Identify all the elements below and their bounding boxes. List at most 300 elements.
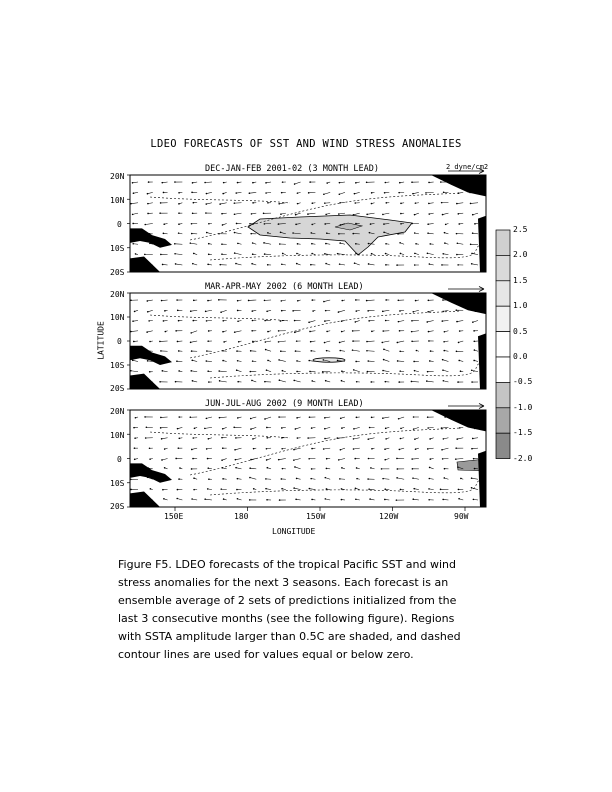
wind-vector-head: [338, 213, 340, 215]
wind-vector-head: [149, 243, 151, 245]
wind-vector-head: [159, 381, 161, 383]
wind-vector-head: [400, 253, 402, 255]
caption-line: stress anomalies for the next 3 seasons. Each forecast is an: [118, 576, 449, 589]
wind-vector-head: [399, 449, 401, 451]
wind-vector-head: [355, 361, 357, 363]
wind-vector-head: [192, 458, 194, 460]
wind-vector-head: [325, 243, 327, 245]
wind-vector-head: [236, 369, 238, 371]
wind-vector-head: [371, 448, 373, 450]
wind-vector-head: [237, 498, 239, 500]
wind-vector-head: [234, 449, 236, 451]
wind-vector-head: [471, 487, 473, 489]
wind-vector-head: [400, 213, 402, 215]
wind-vector-head: [444, 331, 446, 333]
wind-vector-head: [385, 299, 387, 301]
wind-vector-head: [474, 417, 476, 419]
wind-vector-head: [219, 264, 221, 266]
wind-vector-head: [459, 330, 461, 332]
wind-vector-head: [399, 370, 401, 372]
panel-title-1: DEC-JAN-FEB 2001-02 (3 MONTH LEAD): [205, 164, 379, 174]
wind-vector-head: [324, 320, 326, 322]
wind-vector-head: [427, 232, 429, 234]
wind-vector-head: [458, 360, 460, 362]
wind-vector-head: [250, 418, 252, 420]
wind-vector-head: [458, 498, 460, 500]
wind-vector-head: [341, 427, 343, 429]
wind-vector-head: [341, 370, 343, 372]
wind-vector-head: [176, 299, 178, 301]
wind-vector-head: [443, 350, 445, 352]
wind-vector-head: [341, 488, 343, 490]
wind-vector-head: [252, 253, 254, 255]
wind-vector-head: [353, 438, 355, 440]
wind-vector-head: [252, 438, 254, 440]
caption-line: Figure F5. LDEO forecasts of the tropical Pacific SST and wind: [118, 558, 457, 571]
wind-vector-head: [309, 488, 311, 490]
colorbar-level-label: -1.5: [513, 428, 533, 438]
wind-vector-head: [415, 300, 417, 302]
wind-vector-head: [163, 223, 165, 225]
wind-vector-head: [190, 310, 192, 312]
wind-vector-head: [206, 320, 208, 322]
wind-vector-head: [146, 426, 148, 428]
wind-vector-head: [459, 417, 461, 419]
wind-vector-head: [281, 300, 283, 302]
wind-vector-head: [352, 233, 354, 235]
wind-vector-head: [192, 380, 194, 382]
wind-vector-head: [132, 243, 134, 245]
wind-vector-head: [383, 349, 385, 351]
wind-vector-head: [355, 299, 357, 301]
lon-tick: 150W: [306, 512, 326, 521]
wind-vector-head: [339, 263, 341, 265]
wind-vector-head: [146, 331, 148, 333]
wind-vector-head: [218, 370, 220, 372]
wind-vector-head: [396, 264, 398, 266]
wind-vector-head: [337, 437, 339, 439]
wind-vector-head: [322, 371, 324, 373]
wind-vector-head: [192, 437, 194, 439]
wind-vector-head: [281, 427, 283, 429]
wind-vector-head: [397, 233, 399, 235]
wind-vector-head: [130, 331, 132, 333]
wind-vector-head: [208, 330, 210, 332]
wind-vector-head: [252, 320, 254, 322]
wind-vector-head: [296, 360, 298, 362]
wind-vector-head: [190, 342, 192, 344]
wind-vector-head: [160, 242, 162, 244]
wind-vector-head: [460, 478, 462, 480]
x-axis-label: LONGITUDE: [272, 527, 316, 536]
wind-vector-head: [310, 232, 312, 234]
wind-vector-head: [144, 224, 146, 226]
wind-vector-head: [416, 350, 418, 352]
wind-vector-head: [235, 192, 237, 194]
wind-vector-head: [384, 448, 386, 450]
wind-vector-head: [161, 459, 163, 461]
wind-vector-head: [292, 232, 294, 234]
wind-vector-head: [442, 320, 444, 322]
wind-vector-head: [295, 428, 297, 430]
wind-vector-head: [338, 459, 340, 461]
wind-vector-head: [354, 262, 356, 264]
lon-tick: 150E: [164, 512, 184, 521]
wind-vector-head: [234, 213, 236, 215]
wind-vector-head: [312, 299, 314, 301]
wind-vector-head: [234, 232, 236, 234]
wind-vector-head: [132, 320, 134, 322]
wind-vector-head: [250, 233, 252, 235]
wind-vector-head: [233, 426, 235, 428]
lat-tick: 10S: [110, 479, 125, 488]
wind-vector-head: [352, 330, 354, 332]
wind-vector-head: [267, 202, 269, 204]
wind-vector-head: [324, 253, 326, 255]
wind-vector-head: [459, 427, 461, 429]
wind-vector-head: [164, 310, 166, 312]
wind-vector-head: [310, 478, 312, 480]
wind-vector-head: [444, 416, 446, 418]
wind-vector-head: [194, 428, 196, 430]
wind-vector-head: [366, 181, 368, 183]
wind-vector-head: [411, 223, 413, 225]
wind-vector-head: [160, 350, 162, 352]
wind-vector-head: [280, 213, 282, 215]
wind-vector-head: [457, 381, 459, 383]
wind-vector-head: [221, 243, 223, 245]
wind-vector-head: [355, 243, 357, 245]
wind-vector-head: [265, 478, 267, 480]
wind-vector-head: [412, 468, 414, 470]
wind-vector-head: [222, 193, 224, 195]
wind-vector-head: [382, 478, 384, 480]
wind-vector-head: [234, 202, 236, 204]
wind-vector-head: [161, 300, 163, 302]
wind-vector-head: [456, 203, 458, 205]
wind-vector-head: [338, 311, 340, 313]
wind-vector-head: [296, 253, 298, 255]
wind-vector-head: [190, 416, 192, 418]
wind-vector-head: [293, 487, 295, 489]
wind-vector-head: [385, 253, 387, 255]
wind-vector-head: [384, 499, 386, 501]
wind-vector-head: [326, 488, 328, 490]
colorbar-level-label: 0.0: [513, 352, 528, 361]
wind-vector-head: [174, 253, 176, 255]
wind-vector-head: [280, 350, 282, 352]
wind-vector-head: [144, 416, 146, 418]
wind-vector-head: [222, 428, 224, 430]
wind-vector-head: [252, 360, 254, 362]
colorbar-level-label: 1.5: [513, 275, 528, 285]
wind-vector-head: [222, 447, 224, 449]
wind-vector-head: [427, 416, 429, 418]
wind-vector-head: [208, 243, 210, 245]
wind-vector-head: [369, 232, 371, 234]
wind-vector-head: [323, 448, 325, 450]
wind-vector-head: [149, 458, 151, 460]
wind-vector-head: [206, 193, 208, 195]
wind-vector-head: [281, 488, 283, 490]
wind-vector-head: [440, 181, 442, 183]
wind-vector-head: [251, 213, 253, 215]
wind-vector-head: [295, 350, 297, 352]
wind-vector-head: [278, 416, 280, 418]
wind-vector-head: [293, 449, 295, 451]
colorbar-segment: [496, 255, 510, 280]
wind-vector-head: [471, 369, 473, 371]
wind-vector-head: [339, 350, 341, 352]
wind-vector-head: [293, 380, 295, 382]
wind-vector-head: [191, 350, 193, 352]
wind-vector-head: [427, 223, 429, 225]
wind-vector-head: [178, 212, 180, 214]
wind-vector-head: [178, 232, 180, 234]
lat-tick: 20N: [110, 172, 125, 181]
wind-vector-head: [130, 489, 132, 491]
wind-vector-head: [279, 499, 281, 501]
wind-vector-head: [339, 242, 341, 244]
wind-vector-head: [430, 350, 432, 352]
wind-vector-head: [355, 321, 357, 323]
wind-vector-head: [456, 438, 458, 440]
wind-vector-head: [399, 242, 401, 244]
wind-vector-head: [222, 224, 224, 226]
wind-vector-head: [473, 499, 475, 501]
wind-vector-head: [150, 488, 152, 490]
wind-vector-head: [266, 448, 268, 450]
wind-vector-head: [295, 224, 297, 226]
wind-vector-head: [296, 371, 298, 373]
wind-vector-head: [441, 202, 443, 204]
wind-vector-head: [132, 182, 134, 184]
colorbar-level-label: 2.0: [513, 250, 528, 260]
wind-vector-head: [326, 350, 328, 352]
wind-vector-head: [265, 349, 267, 351]
wind-vector-head: [177, 428, 179, 430]
wind-vector-head: [429, 243, 431, 245]
wind-vector-head: [191, 192, 193, 194]
wind-vector-head: [397, 342, 399, 344]
wind-vector-head: [193, 202, 195, 204]
wind-vector-head: [427, 371, 429, 373]
wind-vector-head: [368, 243, 370, 245]
wind-vector-head: [353, 214, 355, 216]
wind-vector-head: [278, 359, 280, 361]
wind-vector-head: [339, 342, 341, 344]
wind-vector-head: [193, 300, 195, 302]
wind-vector-head: [207, 340, 209, 342]
wind-vector-head: [386, 202, 388, 204]
wind-vector-head: [311, 224, 313, 226]
lat-tick: 0: [117, 337, 122, 346]
wind-vector-head: [297, 437, 299, 439]
wind-vector-head: [460, 370, 462, 372]
wind-vector-head: [294, 320, 296, 322]
wind-vector-head: [442, 359, 444, 361]
lat-tick: 10N: [110, 313, 125, 322]
wind-vector-head: [219, 203, 221, 205]
wind-vector-head: [222, 320, 224, 322]
wind-vector-head: [412, 193, 414, 195]
wind-vector-head: [222, 478, 224, 480]
wind-vector-head: [207, 458, 209, 460]
wind-vector-head: [429, 438, 431, 440]
wind-vector-head: [207, 467, 209, 469]
wind-vector-head: [147, 476, 149, 478]
lon-tick: 120W: [379, 512, 399, 521]
wind-vector-head: [265, 182, 267, 184]
wind-vector-head: [135, 417, 137, 419]
wind-vector-head: [385, 381, 387, 383]
wind-vector-head: [339, 193, 341, 195]
wind-vector-head: [145, 437, 147, 439]
wind-vector-head: [237, 417, 239, 419]
wind-vector-head: [352, 349, 354, 351]
wind-vector-head: [148, 181, 150, 183]
wind-vector-head: [178, 437, 180, 439]
wind-vector-head: [441, 264, 443, 266]
wind-vector-head: [371, 253, 373, 255]
wind-vector-head: [252, 202, 254, 204]
wind-vector-head: [323, 359, 325, 361]
wind-vector-head: [311, 380, 313, 382]
wind-vector-head: [134, 447, 136, 449]
wind-vector-head: [191, 233, 193, 235]
wind-vector-head: [341, 499, 343, 501]
wind-vector-head: [354, 193, 356, 195]
wind-vector-head: [164, 467, 166, 469]
wind-vector-head: [296, 263, 298, 265]
wind-vector-head: [190, 332, 192, 334]
wind-vector-head: [412, 311, 414, 313]
wind-vector-head: [311, 253, 313, 255]
lat-tick: 10N: [110, 431, 125, 440]
wind-vector-head: [384, 488, 386, 490]
wind-vector-head: [252, 310, 254, 312]
wind-vector-head: [131, 466, 133, 468]
wind-vector-head: [178, 478, 180, 480]
lat-tick: 0: [117, 220, 122, 229]
wind-vector-head: [309, 331, 311, 333]
wind-vector-head: [441, 427, 443, 429]
wind-vector-head: [292, 310, 294, 312]
wind-vector-head: [474, 223, 476, 225]
wind-vector-head: [206, 418, 208, 420]
wind-vector-head: [176, 360, 178, 362]
wind-vector-head: [205, 203, 207, 205]
figure-caption: [118, 556, 518, 664]
caption-line: ensemble average of 2 sets of predictions initialized from the: [118, 594, 457, 607]
wind-vector-head: [193, 320, 195, 322]
wind-vector-head: [175, 381, 177, 383]
wind-vector-head: [311, 448, 313, 450]
wind-vector-head: [164, 448, 166, 450]
wind-vector-head: [355, 498, 357, 500]
wind-vector-head: [222, 467, 224, 469]
wind-vector-head: [264, 253, 266, 255]
wind-vector-head: [442, 299, 444, 301]
wind-vector-head: [471, 381, 473, 383]
wind-vector-head: [132, 223, 134, 225]
wind-vector-head: [356, 467, 358, 469]
wind-vector-head: [472, 321, 474, 323]
wind-vector-head: [325, 263, 327, 265]
lon-tick: 180: [234, 512, 249, 521]
wind-vector-head: [165, 331, 167, 333]
wind-vector-head: [297, 203, 299, 205]
wind-vector-head: [252, 242, 254, 244]
colorbar-level-label: 0.5: [513, 326, 528, 336]
wind-vector-head: [385, 182, 387, 184]
wind-vector-head: [473, 330, 475, 332]
wind-vector-head: [456, 321, 458, 323]
wind-vector-head: [341, 300, 343, 302]
wind-vector-head: [445, 224, 447, 226]
wind-vector-head: [385, 438, 387, 440]
wind-vector-head: [455, 447, 457, 449]
wind-vector-head: [264, 320, 266, 322]
wind-vector-head: [294, 183, 296, 185]
colorbar-level-label: -2.0: [513, 453, 533, 463]
wind-vector-head: [411, 331, 413, 333]
wind-vector-head: [237, 310, 239, 312]
wind-vector-head: [132, 359, 134, 361]
colorbar-segment: [496, 382, 510, 407]
wind-vector-head: [252, 182, 254, 184]
wind-vector-head: [266, 427, 268, 429]
wind-vector-head: [249, 499, 251, 501]
wind-vector-head: [236, 350, 238, 352]
wind-vector-head: [237, 381, 239, 383]
wind-vector-head: [174, 243, 176, 245]
wind-vector-head: [177, 310, 179, 312]
wind-vector-head: [208, 478, 210, 480]
wind-vector-head: [400, 428, 402, 430]
lat-tick: 20N: [110, 407, 125, 416]
wind-vector-head: [352, 340, 354, 342]
wind-vector-head: [469, 192, 471, 194]
wind-vector-head: [294, 332, 296, 334]
wind-vector-head: [160, 427, 162, 429]
wind-vector-head: [425, 192, 427, 194]
wind-vector-head: [263, 212, 265, 214]
wind-vector-head: [297, 192, 299, 194]
wind-vector-head: [355, 487, 357, 489]
wind-vector-head: [236, 223, 238, 225]
wind-vector-head: [281, 310, 283, 312]
wind-vector-head: [248, 300, 250, 302]
wind-vector-head: [367, 360, 369, 362]
wind-vector-head: [206, 448, 208, 450]
wind-vector-head: [221, 437, 223, 439]
wind-vector-head: [191, 359, 193, 361]
wind-vector-head: [178, 203, 180, 205]
wind-vector-head: [458, 342, 460, 344]
wind-vector-head: [312, 202, 314, 204]
wind-vector-head: [399, 310, 401, 312]
wind-vector-head: [356, 381, 358, 383]
wind-vector-head: [192, 213, 194, 215]
wind-vector-head: [429, 478, 431, 480]
wind-vector-head: [355, 253, 357, 255]
wind-vector-head: [280, 320, 282, 322]
wind-vector-head: [371, 331, 373, 333]
wind-vector-head: [296, 417, 298, 419]
wind-vector-head: [266, 437, 268, 439]
panel-title-2: MAR-APR-MAY 2002 (6 MONTH LEAD): [205, 282, 364, 292]
